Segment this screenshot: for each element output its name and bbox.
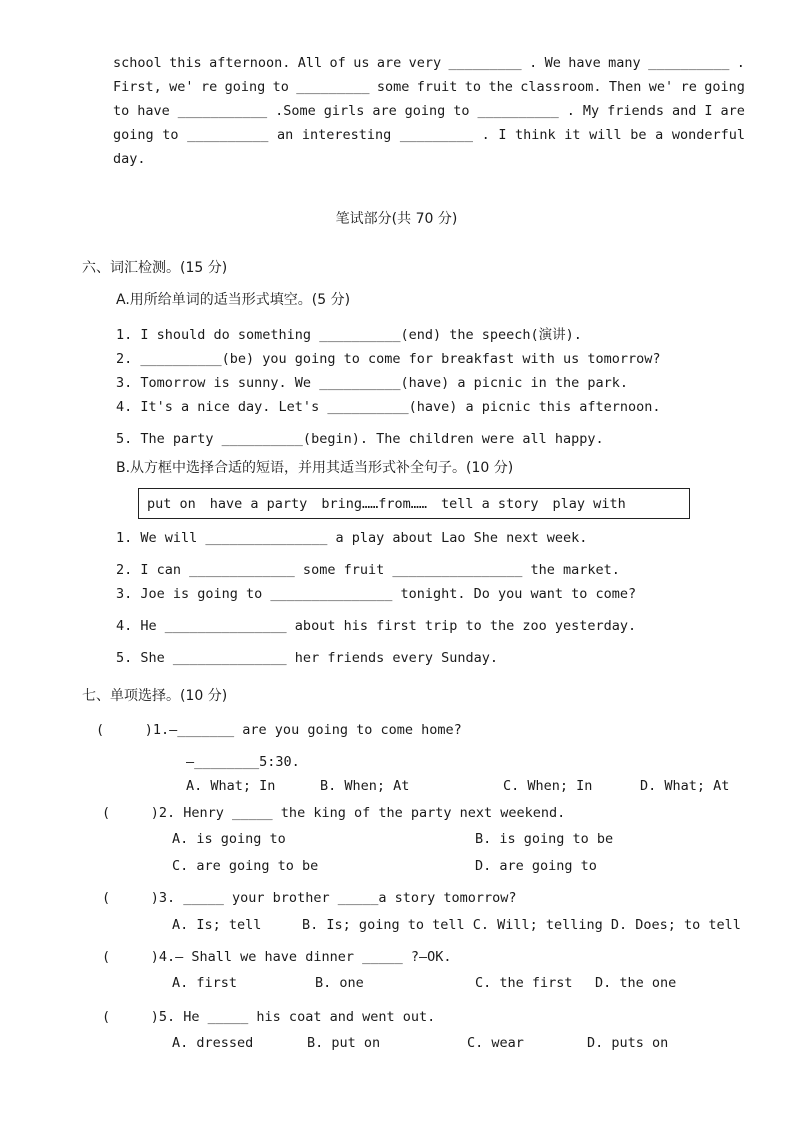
section6-partA-title: A.用所给单词的适当形式填空。(5 分): [116, 292, 351, 308]
passage-line: day.: [113, 151, 146, 167]
q2-option-d: D. are going to: [475, 858, 597, 874]
section6-title: 六、词汇检测。(15 分): [82, 260, 228, 276]
partA-item-4: 4. It's a nice day. Let's __________(have) a picnic this afternoon.: [116, 399, 661, 415]
question-2-stem: ( )2. Henry _____ the king of the party next weekend.: [102, 805, 566, 821]
partB-item-2: 2. I can _____________ some fruit ________________ the market.: [116, 562, 620, 578]
phrase-item: tell a story: [441, 495, 539, 512]
question-3-stem: ( )3. _____ your brother _____a story tomorrow?: [102, 890, 517, 906]
passage: [113, 0, 745, 168]
partA-item-1: 1. I should do something __________(end) the speech(演讲).: [116, 327, 582, 343]
question-4-stem: ( )4.— Shall we have dinner _____ ?—OK.: [102, 949, 452, 965]
partA-item-2: 2. __________(be) you going to come for breakfast with us tomorrow?: [116, 351, 661, 367]
q2-option-a: A. is going to: [172, 831, 286, 847]
q5-option-d: D. puts on: [587, 1035, 669, 1051]
q1-option-c: C. When; In: [503, 778, 593, 794]
phrase-item: play with: [552, 495, 626, 512]
question-5-stem: ( )5. He _____ his coat and went out.: [102, 1009, 436, 1025]
passage-line: First, we' re going to _________ some fruit to the classroom. Then we' re going: [113, 79, 745, 95]
passage-line: to have ___________ .Some girls are going to __________ . My friends and I are: [113, 103, 745, 119]
q3-options: A. Is; tell B. Is; going to tell C. Will; telling D. Does; to tell: [172, 917, 741, 933]
q4-option-b: B. one: [315, 975, 364, 991]
q5-option-c: C. wear: [467, 1035, 524, 1051]
question-1-answer-line: —________5:30.: [186, 754, 300, 770]
partA-item-3: 3. Tomorrow is sunny. We __________(have) a picnic in the park.: [116, 375, 629, 391]
q5-option-a: A. dressed: [172, 1035, 254, 1051]
written-section-header: 笔试部分(共 70 分): [335, 211, 458, 227]
section7-title: 七、单项选择。(10 分): [82, 688, 228, 704]
phrase-box: [138, 488, 690, 519]
section6-partB-title: B.从方框中选择合适的短语，并用其适当形式补全句子。(10 分): [116, 460, 514, 476]
q1-option-d: D. What; At: [640, 778, 730, 794]
q5-option-b: B. put on: [307, 1035, 381, 1051]
q1-option-a: A. What; In: [186, 778, 276, 794]
q4-option-c: C. the first: [475, 975, 573, 991]
partB-item-3: 3. Joe is going to _______________ tonight. Do you want to come?: [116, 586, 637, 602]
q2-option-c: C. are going to be: [172, 858, 319, 874]
q2-option-b: B. is going to be: [475, 831, 614, 847]
question-1-stem: ( )1.—_______ are you going to come home?: [96, 722, 462, 738]
q4-option-d: D. the one: [595, 975, 677, 991]
phrase-item: put on: [147, 495, 196, 512]
q1-option-b: B. When; At: [320, 778, 410, 794]
passage-line: going to __________ an interesting _________ . I think it will be a wonderful: [113, 127, 745, 143]
phrase-item: have a party: [209, 495, 308, 512]
q4-option-a: A. first: [172, 975, 238, 991]
partB-item-1: 1. We will _______________ a play about Lao She next week.: [116, 530, 588, 546]
passage-line: school this afternoon. All of us are very _________ . We have many __________ .: [113, 55, 745, 71]
phrase-item: bring……from……: [321, 495, 427, 512]
partB-item-4: 4. He _______________ about his first trip to the zoo yesterday.: [116, 618, 637, 634]
partA-item-5: 5. The party __________(begin). The children were all happy.: [116, 431, 604, 447]
partB-item-5: 5. She ______________ her friends every Sunday.: [116, 650, 499, 666]
